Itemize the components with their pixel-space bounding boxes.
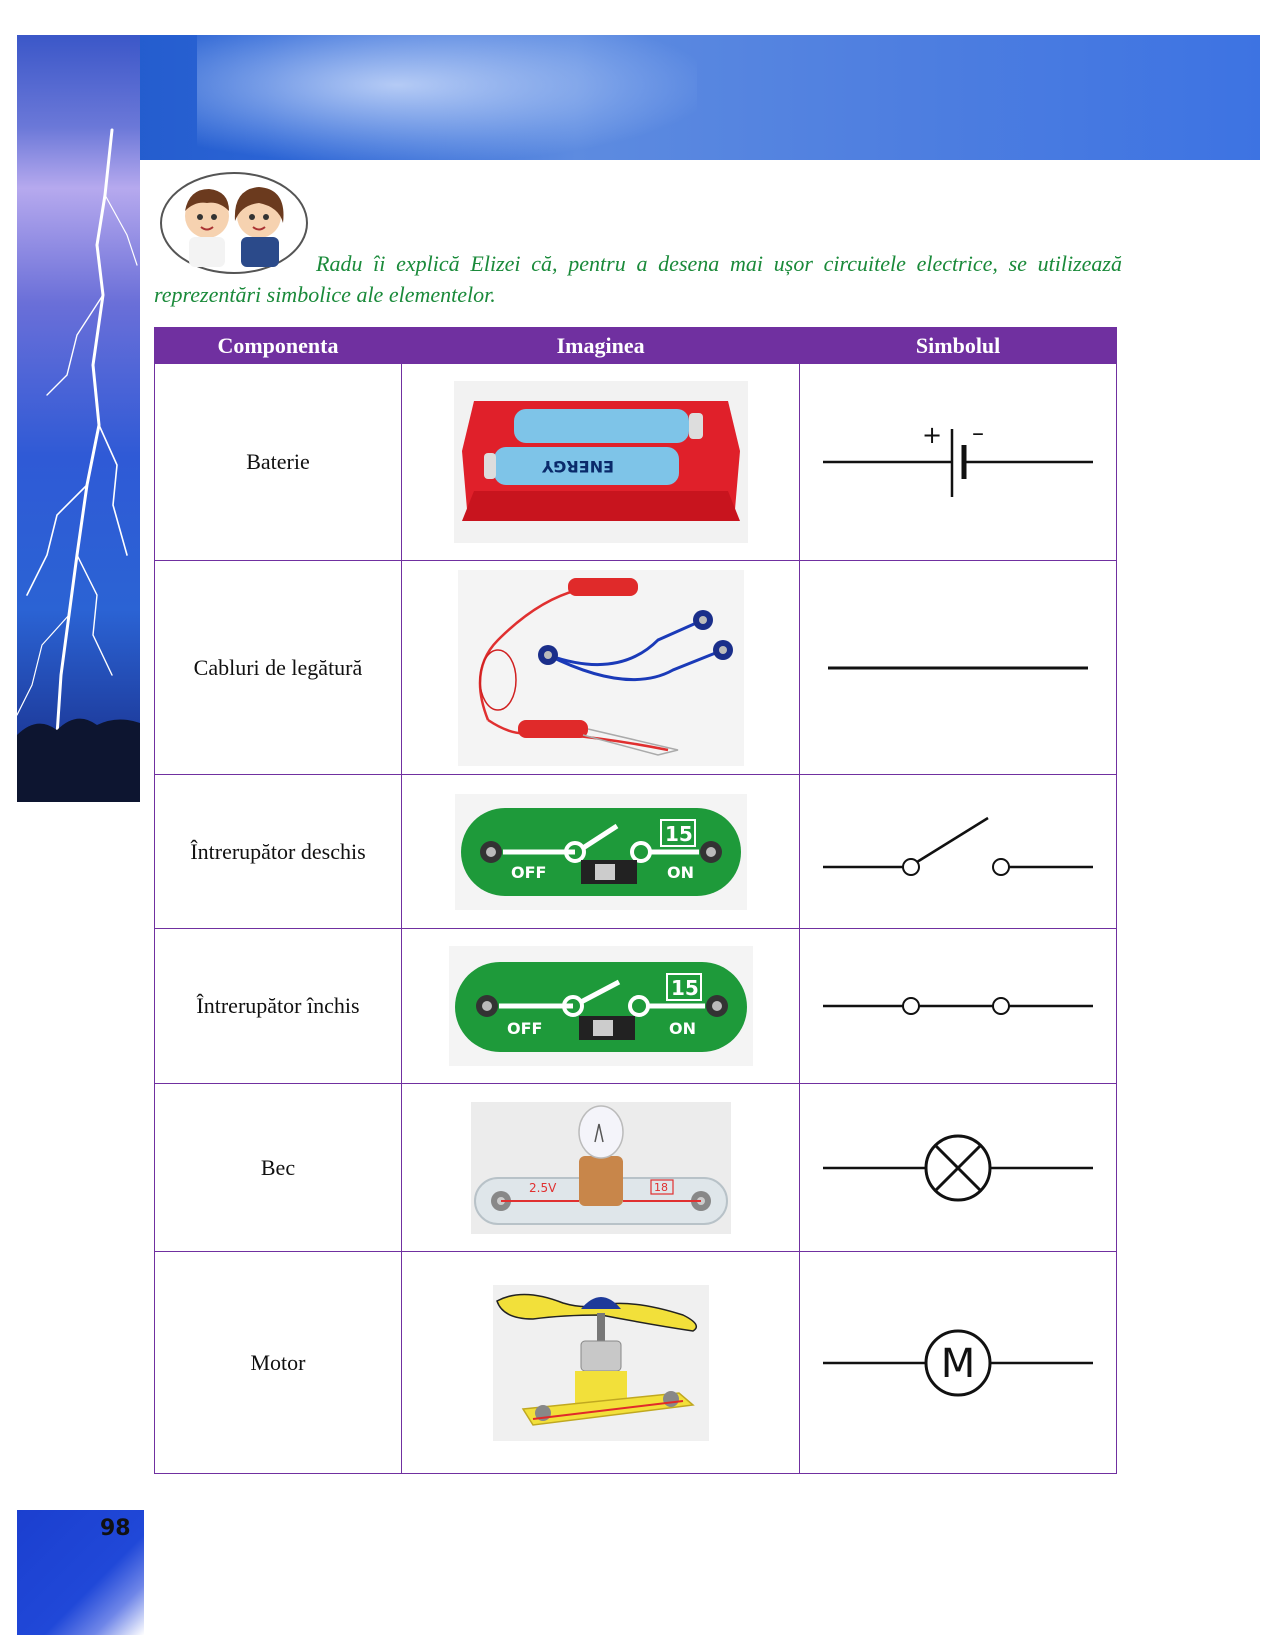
wire-symbol xyxy=(818,648,1098,688)
motor-photo xyxy=(493,1285,709,1441)
bulb-number-label: 18 xyxy=(653,1180,668,1194)
open-switch-photo-cell xyxy=(401,775,799,929)
battery-photo xyxy=(454,381,748,543)
table-row xyxy=(155,364,1117,561)
plus-sign: + xyxy=(922,421,943,449)
switch-number: 15 xyxy=(664,821,693,846)
battery-symbol-cell xyxy=(800,364,1117,561)
battery-symbol xyxy=(818,417,1098,507)
wires-photo-cell xyxy=(401,561,799,775)
closed-switch-photo xyxy=(449,946,753,1066)
table-row xyxy=(155,775,1117,929)
table-row xyxy=(155,1252,1117,1474)
component-name: Bec xyxy=(155,1084,402,1252)
open-switch-symbol xyxy=(813,812,1103,892)
component-name: Întrerupător închis xyxy=(155,929,402,1084)
switch-off-label: OFF xyxy=(506,1019,543,1038)
minus-sign: – xyxy=(972,419,985,447)
lightning-side-image xyxy=(17,35,140,802)
battery-photo-cell xyxy=(401,364,799,561)
motor-letter: M xyxy=(940,1340,976,1387)
header-simbolul: Simbolul xyxy=(800,328,1117,364)
header-imaginea: Imaginea xyxy=(401,328,799,364)
bulb-symbol-cell xyxy=(800,1084,1117,1252)
intro-text-content: Radu îi explică Elizei că, pentru a desena mai ușor circuitele electrice, se utilizează reprezentări simbolice ale elementelor. xyxy=(154,251,1122,307)
table-row xyxy=(155,929,1117,1084)
component-name: Motor xyxy=(155,1252,402,1474)
closed-switch-symbol xyxy=(813,986,1103,1026)
page-number: 98 xyxy=(100,1516,131,1541)
switch-on-label: ON xyxy=(668,1019,696,1038)
intro-text xyxy=(154,248,1122,310)
component-name: Întrerupător deschis xyxy=(155,775,402,929)
component-name: Baterie xyxy=(155,364,402,561)
closed-switch-photo-cell xyxy=(401,929,799,1084)
table-row xyxy=(155,561,1117,775)
table-row xyxy=(155,1084,1117,1252)
top-banner xyxy=(17,35,1260,160)
switch-off-label: OFF xyxy=(510,862,547,882)
bulb-symbol xyxy=(813,1128,1103,1208)
battery-photo-label: ENERGY xyxy=(541,457,614,476)
switch-on-label: ON xyxy=(666,862,694,882)
component-name: Cabluri de legătură xyxy=(155,561,402,775)
closed-switch-symbol-cell xyxy=(800,929,1117,1084)
motor-symbol xyxy=(813,1323,1103,1403)
switch-number: 15 xyxy=(670,976,699,1000)
motor-photo-cell xyxy=(401,1252,799,1474)
open-switch-symbol-cell xyxy=(800,775,1117,929)
bulb-photo-cell xyxy=(401,1084,799,1252)
wires-photo xyxy=(458,570,744,766)
components-table xyxy=(154,327,1117,1474)
open-switch-photo xyxy=(455,794,747,910)
header-componenta: Componenta xyxy=(155,328,402,364)
wire-symbol-cell xyxy=(800,561,1117,775)
table-header-row xyxy=(155,328,1117,364)
bulb-photo xyxy=(471,1102,731,1234)
bulb-voltage-label: 2.5V xyxy=(528,1180,556,1195)
banner-cloud xyxy=(197,35,697,160)
motor-symbol-cell xyxy=(800,1252,1117,1474)
